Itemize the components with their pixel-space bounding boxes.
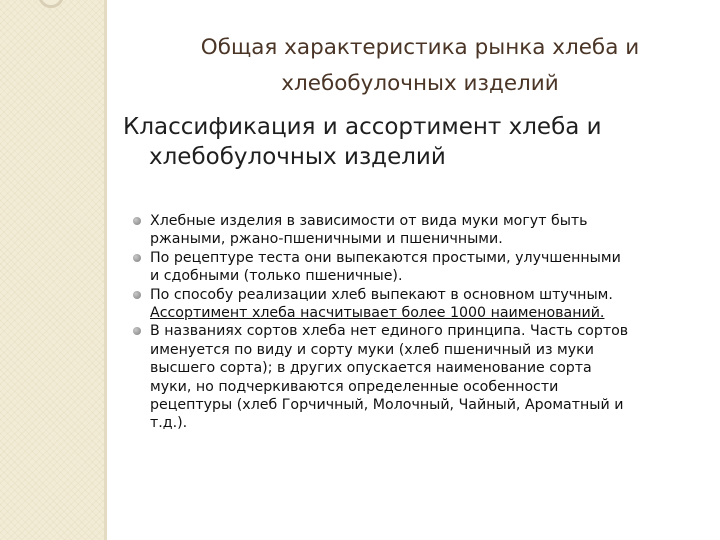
section-heading-line: хлебобулочных изделий <box>149 144 446 170</box>
bullet-dot-icon <box>133 291 141 299</box>
bullet-line: т.д.). <box>150 415 188 432</box>
bullet-item <box>130 286 710 323</box>
slide-title <box>150 30 690 102</box>
bullet-item <box>130 249 710 286</box>
bullet-line: высшего сорта); в других опускается наименование сорта <box>150 360 592 377</box>
decorative-side-band <box>0 0 107 540</box>
bullet-line: рецептуры (хлеб Горчичный, Молочный, Чайный, Ароматный и <box>150 397 624 414</box>
bullet-line: именуется по виду и сорту муки (хлеб пшеничный из муки <box>150 341 594 358</box>
slide-title-line: Общая характеристика рынка хлеба и <box>200 35 640 60</box>
bullet-dot-icon <box>133 254 141 262</box>
section-heading <box>123 112 713 172</box>
bullet-line: По рецептуре теста они выпекаются простыми, улучшенными <box>150 249 621 266</box>
decorative-ring <box>38 0 64 8</box>
bullet-item <box>130 212 710 249</box>
slide-title-line: хлебобулочных изделий <box>281 71 559 96</box>
section-heading-line: Классификация и ассортимент хлеба и <box>123 114 602 140</box>
bullet-line-underlined: Ассортимент хлеба насчитывает более 1000 наименований. <box>150 305 605 322</box>
bullet-list <box>130 212 710 433</box>
bullet-item <box>130 322 710 432</box>
bullet-line: и сдобными (только пшеничные). <box>150 268 403 285</box>
bullet-dot-icon <box>133 217 141 225</box>
bullet-line: Хлебные изделия в зависимости от вида муки могут быть <box>150 213 588 229</box>
bullet-line: В названиях сортов хлеба нет единого принципа. Часть сортов <box>150 323 629 340</box>
bullet-dot-icon <box>133 327 141 335</box>
bullet-line: По способу реализации хлеб выпекают в основном штучным. <box>150 286 613 303</box>
bullet-line: ржаными, ржано-пшеничными и пшеничными. <box>150 231 503 248</box>
bullet-line: муки, но подчеркиваются определенные особенности <box>150 378 559 395</box>
